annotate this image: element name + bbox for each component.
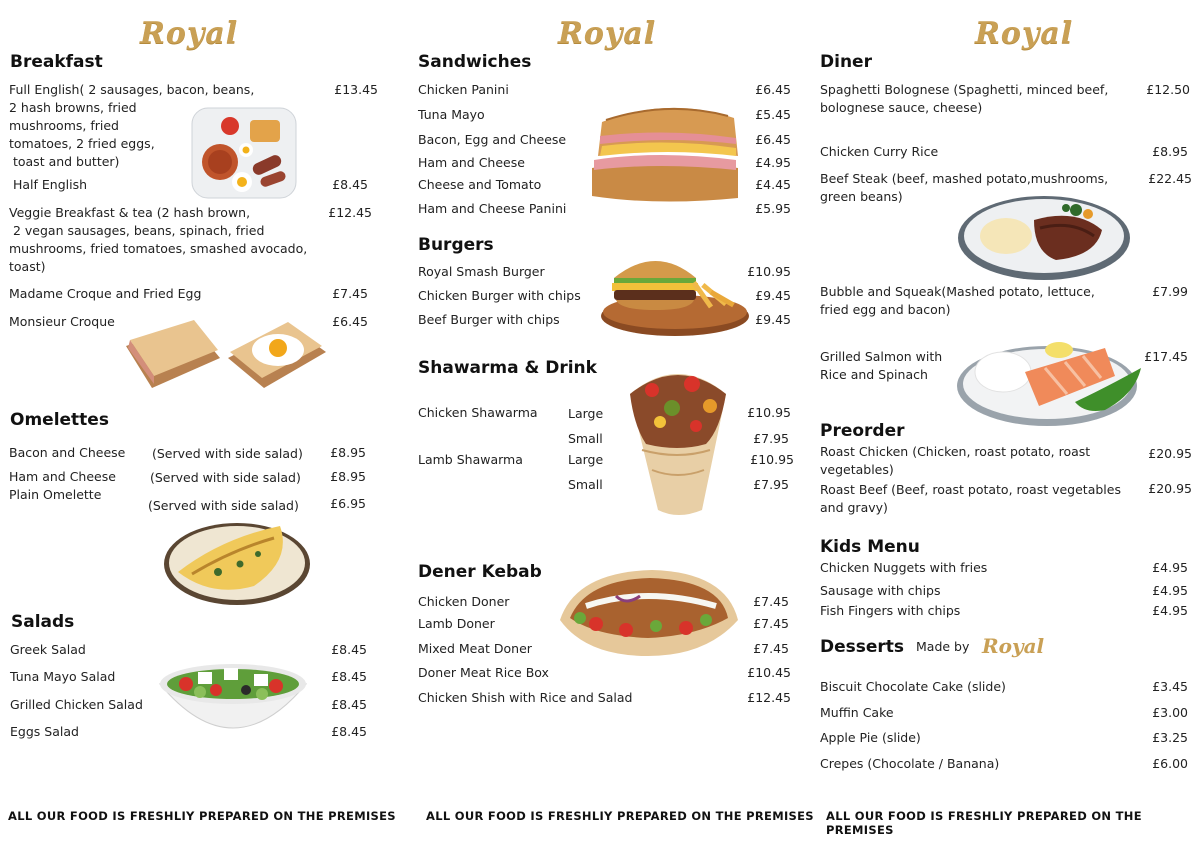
- menu-item: Mixed Meat Doner: [418, 641, 532, 656]
- menu-price: £8.45: [331, 669, 367, 684]
- menu-price: £8.45: [331, 724, 367, 739]
- menu-item-desc: green beans): [820, 189, 903, 204]
- menu-price: £6.45: [332, 314, 368, 329]
- royal-logo: Royal: [975, 16, 1074, 51]
- section-title-shawarma: Shawarma & Drink: [418, 358, 597, 378]
- menu-price: £8.45: [331, 697, 367, 712]
- menu-item-desc: bolognese sauce, cheese): [820, 100, 983, 115]
- menu-item-size: Small: [568, 431, 603, 446]
- menu-item: Muffin Cake: [820, 705, 894, 720]
- menu-item: Plain Omelette: [9, 487, 102, 502]
- section-title-diner: Diner: [820, 52, 872, 72]
- croque-image: [122, 318, 332, 392]
- menu-price: £6.45: [755, 82, 791, 97]
- menu-item: Chicken Doner: [418, 594, 510, 609]
- menu-price: £10.95: [747, 264, 791, 279]
- menu-price: £12.45: [747, 690, 791, 705]
- footer-notice: ALL OUR FOOD IS FRESHLIY PREPARED ON THE PREMISES: [826, 809, 1142, 837]
- menu-item: Grilled Chicken Salad: [10, 697, 143, 712]
- menu-item: Monsieur Croque: [9, 314, 115, 329]
- menu-item: Eggs Salad: [10, 724, 79, 739]
- menu-item: Tuna Mayo Salad: [10, 669, 116, 684]
- section-title-desserts: Desserts: [820, 637, 905, 657]
- burger-image: [600, 250, 750, 338]
- menu-item: Royal Smash Burger: [418, 264, 545, 279]
- made-by-label: Made by: [916, 639, 970, 654]
- menu-item-desc: vegetables): [820, 462, 894, 477]
- menu-item: Ham and Cheese: [9, 469, 116, 484]
- menu-item: Roast Chicken (Chicken, roast potato, roast: [820, 444, 1091, 459]
- menu-item: Bacon and Cheese: [9, 445, 126, 460]
- menu-item: Chicken Shawarma: [418, 405, 538, 420]
- beef-steak-image: [956, 190, 1132, 282]
- menu-item: Doner Meat Rice Box: [418, 665, 549, 680]
- menu-price: £9.45: [755, 288, 791, 303]
- menu-price: £5.45: [755, 107, 791, 122]
- menu-item-desc: 2 hash browns, fried: [9, 100, 137, 115]
- menu-price: £20.95: [1148, 446, 1192, 461]
- menu-price: £6.00: [1152, 756, 1188, 771]
- menu-item: Apple Pie (slide): [820, 730, 921, 745]
- menu-price: £9.45: [755, 312, 791, 327]
- grilled-salmon-image: [955, 332, 1147, 428]
- menu-item-size: Large: [568, 406, 604, 421]
- omelette-image: [162, 520, 312, 606]
- menu-price: £7.95: [753, 431, 789, 446]
- menu-item-desc: fried egg and bacon): [820, 302, 951, 317]
- menu-item-note: (Served with side salad): [152, 446, 303, 461]
- section-title-salads: Salads: [11, 612, 75, 632]
- menu-price: £20.95: [1148, 481, 1192, 496]
- menu-item: Lamb Doner: [418, 616, 495, 631]
- menu-price: £3.00: [1152, 705, 1188, 720]
- menu-price: £4.95: [755, 155, 791, 170]
- section-title-doner-kebab: Dener Kebab: [418, 562, 542, 582]
- menu-item-desc: tomatoes, 2 fried eggs,: [9, 136, 155, 151]
- menu-price: £7.45: [753, 641, 789, 656]
- footer-notice: ALL OUR FOOD IS FRESHLIY PREPARED ON THE PREMISES: [426, 809, 814, 823]
- menu-item: Chicken Shish with Rice and Salad: [418, 690, 633, 705]
- english-breakfast-image: [190, 104, 298, 202]
- menu-item-size: Small: [568, 477, 603, 492]
- menu-price: £7.99: [1152, 284, 1188, 299]
- menu-price: £8.95: [330, 469, 366, 484]
- menu-price: £7.45: [753, 616, 789, 631]
- menu-item: Spaghetti Bolognese (Spaghetti, minced beef,: [820, 82, 1109, 97]
- section-title-preorder: Preorder: [820, 421, 905, 441]
- menu-item: Roast Beef (Beef, roast potato, roast vegetables: [820, 482, 1121, 497]
- menu-item: Fish Fingers with chips: [820, 603, 961, 618]
- menu-item-note: (Served with side salad): [148, 498, 299, 513]
- menu-item: Crepes (Chocolate / Banana): [820, 756, 1000, 771]
- menu-price: £10.95: [750, 452, 794, 467]
- menu-item: Half English: [9, 177, 88, 192]
- menu-price: £7.95: [753, 477, 789, 492]
- menu-item-desc: 2 vegan sausages, beans, spinach, fried: [9, 223, 265, 238]
- menu-item-desc: toast and butter): [9, 154, 120, 169]
- menu-price: £5.95: [755, 201, 791, 216]
- menu-price: £17.45: [1144, 349, 1188, 364]
- menu-item: Tuna Mayo: [418, 107, 485, 122]
- menu-item: Ham and Cheese Panini: [418, 201, 567, 216]
- menu-price: £12.50: [1146, 82, 1190, 97]
- menu-item: Grilled Salmon with: [820, 349, 943, 364]
- toasted-sandwich-image: [588, 96, 744, 206]
- menu-item: Chicken Burger with chips: [418, 288, 581, 303]
- menu-item: Full English( 2 sausages, bacon, beans,: [9, 82, 255, 97]
- section-title-breakfast: Breakfast: [10, 52, 103, 72]
- menu-item: Madame Croque and Fried Egg: [9, 286, 202, 301]
- menu-item-size: Large: [568, 452, 604, 467]
- menu-price: £4.45: [755, 177, 791, 192]
- royal-logo-small: Royal: [982, 634, 1045, 658]
- menu-item: Beef Steak (beef, mashed potato,mushrooms,: [820, 171, 1109, 186]
- section-title-kids-menu: Kids Menu: [820, 537, 920, 557]
- menu-price: £10.45: [747, 665, 791, 680]
- menu-item: Bubble and Squeak(Mashed potato, lettuce,: [820, 284, 1095, 299]
- menu-price: £12.45: [328, 205, 372, 220]
- royal-logo: Royal: [558, 16, 657, 51]
- menu-price: £7.45: [753, 594, 789, 609]
- menu-price: £4.95: [1152, 583, 1188, 598]
- menu-item: Biscuit Chocolate Cake (slide): [820, 679, 1006, 694]
- menu-price: £6.45: [755, 132, 791, 147]
- menu-price: £22.45: [1148, 171, 1192, 186]
- menu-item: Cheese and Tomato: [418, 177, 542, 192]
- menu-price: £13.45: [334, 82, 378, 97]
- menu-price: £8.95: [1152, 144, 1188, 159]
- section-title-omelettes: Omelettes: [10, 410, 109, 430]
- greek-salad-image: [158, 660, 308, 756]
- menu-item: Bacon, Egg and Cheese: [418, 132, 567, 147]
- menu-item-desc: toast): [9, 259, 46, 274]
- menu-item: Lamb Shawarma: [418, 452, 523, 467]
- menu-item-desc: mushrooms, fried tomatoes, smashed avocado,: [9, 241, 308, 256]
- doner-kebab-image: [556, 566, 742, 658]
- menu-item-desc: mushrooms, fried: [9, 118, 119, 133]
- menu-price: £4.95: [1152, 560, 1188, 575]
- menu-price: £10.95: [747, 405, 791, 420]
- menu-item-note: (Served with side salad): [150, 470, 301, 485]
- menu-price: £8.45: [332, 177, 368, 192]
- menu-price: £3.25: [1152, 730, 1188, 745]
- menu-item: Veggie Breakfast & tea (2 hash brown,: [9, 205, 251, 220]
- menu-price: £4.95: [1152, 603, 1188, 618]
- royal-logo: Royal: [140, 16, 239, 51]
- section-title-burgers: Burgers: [418, 235, 494, 255]
- menu-price: £8.45: [331, 642, 367, 657]
- menu-item: Greek Salad: [10, 642, 86, 657]
- menu-item: Chicken Nuggets with fries: [820, 560, 988, 575]
- menu-price: £3.45: [1152, 679, 1188, 694]
- shawarma-wrap-image: [622, 360, 734, 520]
- menu-item: Sausage with chips: [820, 583, 941, 598]
- menu-item-desc: and gravy): [820, 500, 888, 515]
- footer-notice: ALL OUR FOOD IS FRESHLIY PREPARED ON THE PREMISES: [8, 809, 396, 823]
- menu-item: Beef Burger with chips: [418, 312, 560, 327]
- section-title-sandwiches: Sandwiches: [418, 52, 532, 72]
- menu-price: £8.95: [330, 445, 366, 460]
- menu-price: £7.45: [332, 286, 368, 301]
- menu-item-desc: Rice and Spinach: [820, 367, 928, 382]
- menu-price: £6.95: [330, 496, 366, 511]
- menu-item: Chicken Panini: [418, 82, 509, 97]
- menu-item: Chicken Curry Rice: [820, 144, 939, 159]
- menu-item: Ham and Cheese: [418, 155, 525, 170]
